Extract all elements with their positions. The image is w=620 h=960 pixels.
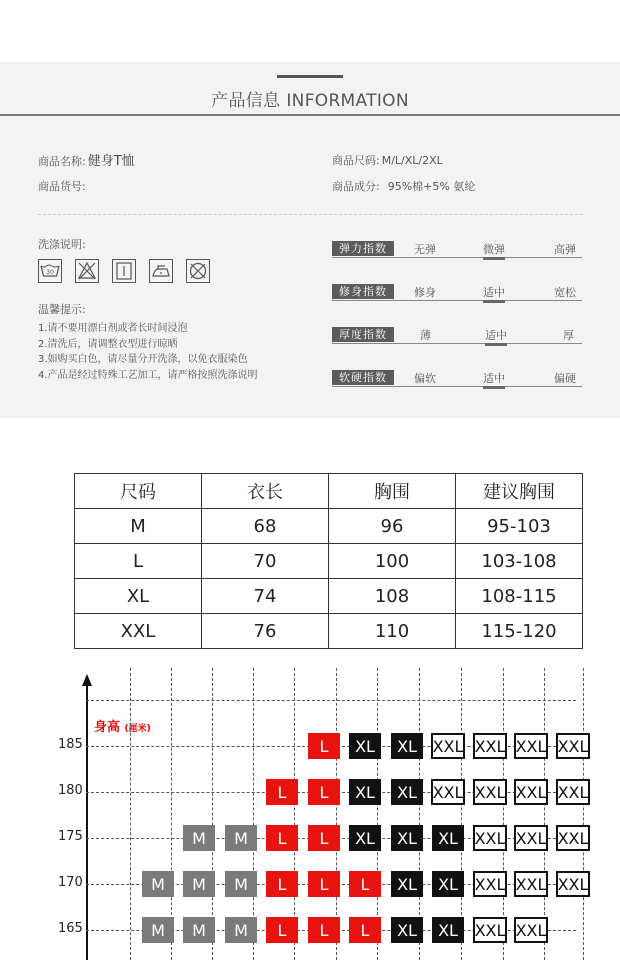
- y-tick-label: 175: [58, 829, 83, 844]
- size-badge-xxl: XXL: [473, 825, 507, 851]
- size-badge-l: L: [308, 733, 340, 759]
- info-section-title: [0, 86, 620, 111]
- size-badge-l: L: [266, 779, 298, 805]
- table-cell: 96: [329, 509, 456, 544]
- size-badge-xxl: XXL: [431, 779, 465, 805]
- product-name-value: 健身T恤: [87, 154, 135, 169]
- size-badge-xl: XL: [349, 825, 381, 851]
- index-label: 弹力指数: [332, 241, 394, 256]
- y-tick-label: 170: [58, 875, 83, 890]
- table-cell: XXL: [75, 614, 202, 649]
- tip-item: 4.产品是经过特殊工艺加工，请严格按照洗涤说明: [38, 369, 258, 381]
- table-row: [75, 544, 583, 579]
- size-badge-m: M: [183, 917, 215, 943]
- no-bleach-icon: [75, 259, 99, 283]
- size-badge-l: L: [349, 917, 381, 943]
- index-label: 软硬指数: [332, 370, 394, 385]
- no-dry-clean-icon: [186, 259, 210, 283]
- size-badge-m: M: [225, 871, 257, 897]
- size-badge-l: L: [308, 917, 340, 943]
- table-cell: 68: [202, 509, 329, 544]
- size-badge-xl: XL: [391, 733, 423, 759]
- size-badge-xxl: XXL: [514, 779, 548, 805]
- size-badge-m: M: [142, 917, 174, 943]
- table-header-cell: 建议胸围: [456, 474, 583, 509]
- index-option: 无弹: [414, 243, 436, 256]
- size-badge-xxl: XXL: [556, 825, 590, 851]
- thickness-index-row: [332, 324, 582, 348]
- grid-hline: [86, 700, 576, 701]
- size-badge-xxl: XXL: [556, 779, 590, 805]
- size-badge-m: M: [183, 871, 215, 897]
- size-badge-l: L: [266, 871, 298, 897]
- index-option-selected: 适中: [483, 284, 505, 303]
- wash-instructions-label: 洗涤说明:: [38, 238, 86, 251]
- size-badge-xl: XL: [432, 825, 464, 851]
- index-option: 薄: [420, 329, 431, 342]
- iron-icon: [149, 259, 173, 283]
- size-badge-m: M: [183, 825, 215, 851]
- index-label: 厚度指数: [332, 327, 394, 342]
- tip-item: 1.请不要用漂白剂或者长时间浸泡: [38, 323, 188, 334]
- size-badge-l: L: [308, 779, 340, 805]
- size-badge-l: L: [266, 825, 298, 851]
- info-title-cn: 产品信息: [211, 91, 281, 111]
- table-row: [75, 614, 583, 649]
- size-badge-l: L: [308, 825, 340, 851]
- dashed-separator: [38, 214, 583, 215]
- size-badge-m: M: [142, 871, 174, 897]
- grid-vline: [583, 668, 584, 960]
- table-cell: 95-103: [456, 509, 583, 544]
- table-cell: 76: [202, 614, 329, 649]
- table-cell: 103-108: [456, 544, 583, 579]
- product-name-label: 商品名称:: [38, 155, 86, 168]
- size-badge-xl: XL: [349, 779, 381, 805]
- tip-item: 3.如购买白色，请尽量分开洗涤，以免衣服染色: [38, 354, 248, 365]
- index-option-selected: 适中: [483, 370, 505, 389]
- tips-label: 温馨提示:: [38, 303, 86, 316]
- softness-index-row: [332, 367, 582, 391]
- table-cell: 74: [202, 579, 329, 614]
- size-badge-xxl: XXL: [473, 733, 507, 759]
- index-label: 修身指数: [332, 284, 394, 299]
- wash-30-icon: [38, 259, 62, 283]
- table-cell: 115-120: [456, 614, 583, 649]
- size-badge-xxl: XXL: [514, 733, 548, 759]
- product-info-panel: [0, 62, 620, 418]
- table-cell: 110: [329, 614, 456, 649]
- index-underline: [332, 300, 582, 301]
- size-badge-xxl: XXL: [514, 825, 548, 851]
- y-tick-label: 180: [58, 783, 83, 798]
- table-header-cell: 尺码: [75, 474, 202, 509]
- info-title-en: INFORMATION: [286, 91, 409, 111]
- wash-temp-text: 30: [46, 269, 54, 276]
- tip-item: 2.清洗后，请调整衣型进行晾晒: [38, 338, 178, 350]
- index-option: 修身: [414, 286, 436, 299]
- product-material-row: [332, 178, 475, 194]
- size-badge-xxl: XXL: [556, 733, 590, 759]
- y-axis-title: [94, 716, 151, 735]
- size-badge-xl: XL: [391, 871, 423, 897]
- size-badge-xl: XL: [349, 733, 381, 759]
- size-table: [74, 473, 583, 649]
- y-axis-unit: (厘米): [124, 724, 151, 734]
- index-underline: [332, 386, 582, 387]
- index-underline: [332, 343, 582, 344]
- size-badge-xl: XL: [432, 871, 464, 897]
- index-option: 厚: [563, 329, 574, 342]
- table-cell: L: [75, 544, 202, 579]
- size-badge-xxl: XXL: [514, 871, 548, 897]
- y-axis-title-text: 身高: [94, 720, 121, 735]
- wash-icons-row: [38, 259, 210, 283]
- grid-vline: [130, 668, 131, 960]
- table-cell: 108-115: [456, 579, 583, 614]
- size-badge-xxl: XXL: [473, 917, 507, 943]
- size-badge-xxl: XXL: [473, 871, 507, 897]
- table-cell: 108: [329, 579, 456, 614]
- index-option-selected: 微弹: [483, 241, 505, 260]
- product-material-value: 95%棉+5% 氨纶: [387, 180, 476, 193]
- size-badge-xl: XL: [391, 825, 423, 851]
- tips-list: [38, 321, 258, 383]
- table-row: [75, 509, 583, 544]
- product-code-row: [38, 178, 86, 194]
- index-underline: [332, 257, 582, 258]
- index-option: 偏软: [414, 372, 436, 385]
- height-size-chart: [0, 668, 620, 960]
- table-header-cell: 衣长: [202, 474, 329, 509]
- product-material-label: 商品成分:: [332, 180, 380, 193]
- table-row: [75, 579, 583, 614]
- fit-index-row: [332, 281, 582, 305]
- size-badge-xl: XL: [391, 917, 423, 943]
- table-cell: XL: [75, 579, 202, 614]
- size-badge-xl: XL: [432, 917, 464, 943]
- table-cell: 70: [202, 544, 329, 579]
- size-badge-m: M: [225, 825, 257, 851]
- size-badge-l: L: [349, 871, 381, 897]
- product-size-row: [332, 152, 443, 168]
- size-badge-l: L: [266, 917, 298, 943]
- table-header-cell: 胸围: [329, 474, 456, 509]
- index-option-selected: 适中: [485, 327, 507, 346]
- title-accent-bar: [277, 75, 343, 78]
- size-badge-m: M: [225, 917, 257, 943]
- size-badge-xxl: XXL: [556, 871, 590, 897]
- y-axis: [86, 684, 88, 960]
- index-option: 偏硬: [554, 372, 576, 385]
- hang-dry-icon: [112, 259, 136, 283]
- title-divider: [0, 114, 620, 116]
- table-cell: 100: [329, 544, 456, 579]
- product-size-label: 商品尺码:: [332, 154, 380, 167]
- index-option: 高弹: [554, 243, 576, 256]
- y-tick-label: 185: [58, 737, 83, 752]
- size-badge-xxl: XXL: [514, 917, 548, 943]
- size-badge-xl: XL: [391, 779, 423, 805]
- table-header-row: [75, 474, 583, 509]
- size-badge-l: L: [308, 871, 340, 897]
- size-badge-xxl: XXL: [431, 733, 465, 759]
- product-size-value: M/L/XL/2XL: [381, 154, 443, 167]
- size-badge-xxl: XXL: [473, 779, 507, 805]
- elasticity-index-row: [332, 238, 582, 262]
- product-name-row: [38, 150, 135, 169]
- product-code-label: 商品货号:: [38, 180, 86, 193]
- y-tick-label: 165: [58, 921, 83, 936]
- table-cell: M: [75, 509, 202, 544]
- index-option: 宽松: [554, 286, 576, 299]
